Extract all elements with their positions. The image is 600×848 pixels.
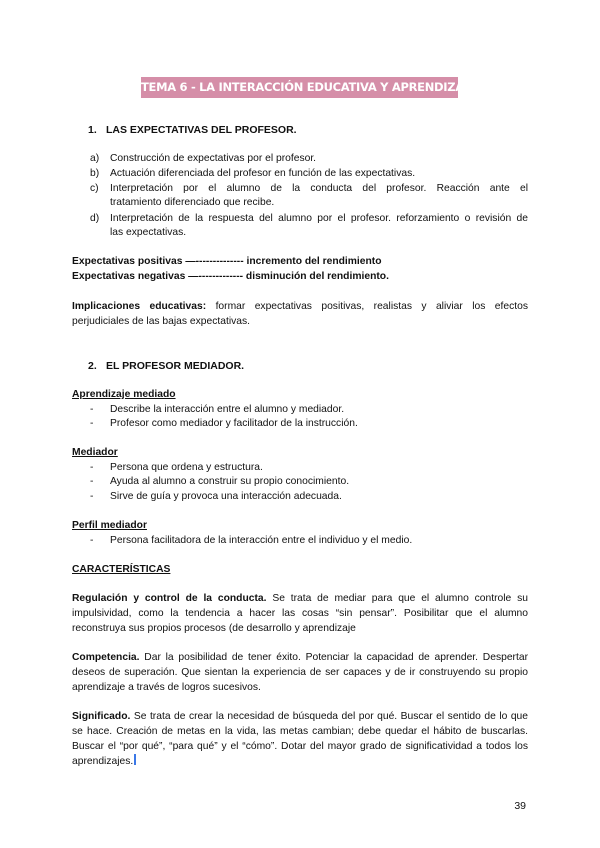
list-item xyxy=(90,417,358,431)
list-item-text: tratamiento diferenciado que recibe. xyxy=(110,197,275,208)
expectativas-negativas: Expectativas negativas —------------- disminución del rendimiento. xyxy=(72,271,389,282)
list-item xyxy=(90,490,342,504)
list-item xyxy=(90,403,344,417)
section1-title: LAS EXPECTATIVAS DEL PROFESOR. xyxy=(106,124,297,136)
list-item-text: Interpretación por el alumno de la conducta del profesor. Reacción ante el xyxy=(110,183,528,194)
dash-marker: - xyxy=(90,535,94,546)
list-marker: d) xyxy=(90,213,100,224)
implicaciones-label: Implicaciones educativas: xyxy=(72,301,207,312)
regulacion-label: Regulación y control de la conducta. xyxy=(72,593,267,604)
caracteristicas-title: CARACTERÍSTICAS xyxy=(72,564,171,575)
list-item-text: Actuación diferenciada del profesor en función de las expectativas. xyxy=(110,168,416,179)
list-item-text: Persona facilitadora de la interacción entre el individuo y el medio. xyxy=(110,535,413,546)
section1-heading xyxy=(88,124,297,136)
list-item-text: Profesor como mediador y facilitador de la instrucción. xyxy=(110,418,358,429)
list-marker: b) xyxy=(90,168,100,179)
competencia-text: Dar la posibilidad de tener éxito. Potenciar la capacidad de aprender. Despertar deseos de superación. Que sientan la experiencia de ser capaces y de ir construyendo su propio aprendizaje a través de logros sucesivos. xyxy=(72,652,528,693)
list-item xyxy=(90,534,412,548)
section2-number: 2. xyxy=(88,360,97,372)
section1-number: 1. xyxy=(88,124,97,136)
list-item-text: Construcción de expectativas por el profesor. xyxy=(110,153,317,164)
expectativas-positivas: Expectativas positivas —-------------- incremento del rendimiento xyxy=(72,256,382,267)
implicaciones-text: formar expectativas positivas, realistas y aliviar los efectos perjudiciales de las bajas expectativas. xyxy=(72,301,528,327)
list-item xyxy=(90,167,415,181)
list-item xyxy=(90,461,263,475)
significado-label: Significado. xyxy=(72,711,131,722)
list-item-text: Sirve de guía y provoca una interacción adecuada. xyxy=(110,491,342,502)
list-item-text: las expectativas. xyxy=(110,227,187,238)
list-item-text: Interpretación de la respuesta del alumno por el profesor. reforzamiento o revisión de xyxy=(110,213,528,224)
list-item xyxy=(90,475,349,489)
list-item xyxy=(90,212,528,240)
list-item-text: Ayuda al alumno a construir su propio conocimiento. xyxy=(110,476,350,487)
section2-heading xyxy=(88,360,244,372)
dash-marker: - xyxy=(90,418,94,429)
list-item xyxy=(90,182,528,210)
implicaciones-paragraph xyxy=(72,299,528,329)
document-title: TEMA 6 - LA INTERACCIÓN EDUCATIVA Y APRENDIZAJE ESCOLAR xyxy=(141,77,458,98)
text-cursor xyxy=(134,754,136,765)
list-marker: c) xyxy=(90,183,99,194)
list-item xyxy=(90,152,316,166)
significado-text: Se trata de crear la necesidad de búsqueda del por qué. Buscar el sentido de lo que se hace. Creación de metas en la vida, las metas cambian; debe quedar el hábito de buscarlas. Buscar el “por qué”, “para qué” y el “cómo”. Dotar del mayor grado de significatividad a todos los aprendizajes. xyxy=(72,711,528,767)
dash-marker: - xyxy=(90,491,94,502)
page-number: 39 xyxy=(514,800,526,812)
significado-paragraph xyxy=(72,709,528,769)
list-item-text: Describe la interacción entre el alumno y mediador. xyxy=(110,404,345,415)
list-item-text: Persona que ordena y estructura. xyxy=(110,462,263,473)
competencia-paragraph xyxy=(72,650,528,695)
dash-marker: - xyxy=(90,404,94,415)
regulacion-paragraph xyxy=(72,591,528,636)
section2-title: EL PROFESOR MEDIADOR. xyxy=(106,360,245,372)
regulacion-text: Se trata de mediar para que el alumno controle su impulsividad, como la tendencia a hacer las cosas “sin pensar”. Posibilitar que el alumno reconstruya sus propios procesos (de desarrollo y aprendizaje xyxy=(72,593,528,634)
dash-marker: - xyxy=(90,476,94,487)
list-marker: a) xyxy=(90,153,100,164)
competencia-label: Competencia. xyxy=(72,652,140,663)
perfil-mediador-title: Perfil mediador xyxy=(72,520,147,531)
aprendizaje-mediado-title: Aprendizaje mediado xyxy=(72,389,176,400)
mediador-title: Mediador xyxy=(72,447,118,458)
dash-marker: - xyxy=(90,462,94,473)
